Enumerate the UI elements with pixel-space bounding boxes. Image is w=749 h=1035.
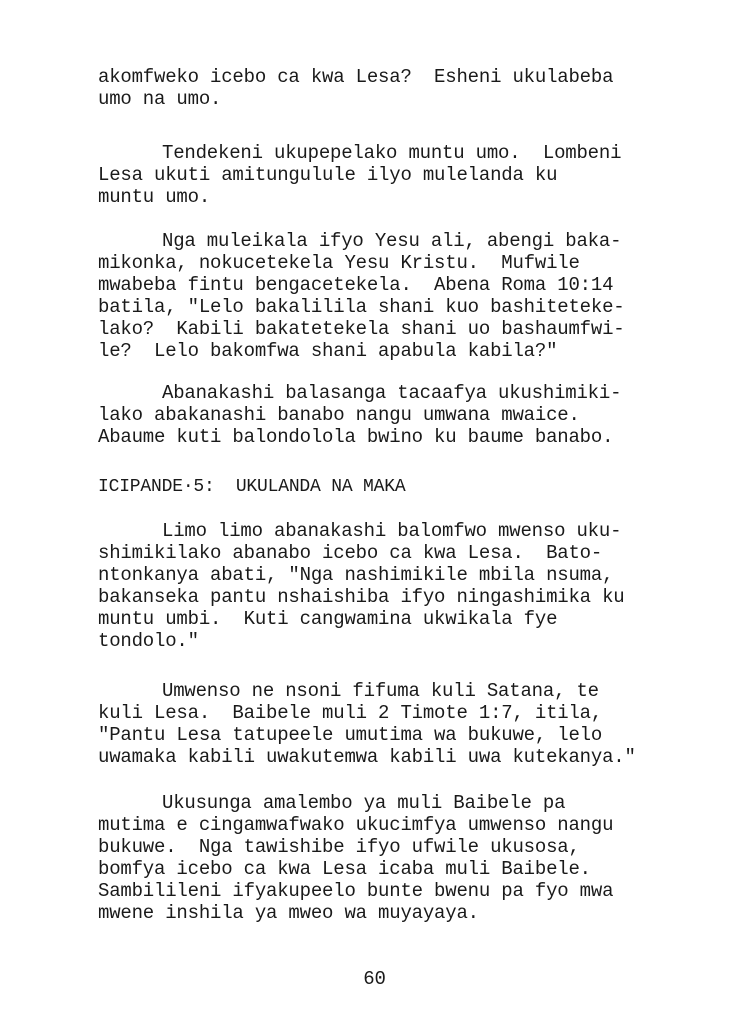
text-line: le? Lelo bakomfwa shani apabula kabila?" [98, 340, 558, 362]
paragraph-4 [98, 382, 718, 448]
text-line: bakanseka pantu nshaishiba ifyo ningashimika ku [98, 586, 625, 608]
text-line: uwamaka kabili uwakutemwa kabili uwa kutekanya." [98, 746, 636, 768]
section-heading: ICIPANDE·5: UKULANDA NA MAKA [98, 477, 406, 497]
paragraph-3 [98, 230, 718, 362]
paragraph-7 [98, 792, 718, 924]
text-line: ntonkanya abati, "Nga nashimikile mbila nsuma, [98, 564, 614, 586]
text-line: akomfweko icebo ca kwa Lesa? Esheni ukulabeba [98, 66, 614, 88]
text-line: muntu umbi. Kuti cangwamina ukwikala fye [98, 608, 558, 630]
text-line: bomfya icebo ca kwa Lesa icaba muli Baibele. [98, 858, 591, 880]
paragraph-1 [98, 66, 718, 110]
text-line: mutima e cingamwafwako ukucimfya umwenso nangu [98, 814, 614, 836]
text-line: muntu umo. [98, 186, 211, 208]
text-line: shimikilako abanabo icebo ca kwa Lesa. Bato- [98, 542, 603, 564]
paragraph-6 [98, 680, 718, 768]
text-line: bukuwe. Nga tawishibe ifyo ufwile ukusosa, [98, 836, 580, 858]
text-line: Limo limo abanakashi balomfwo mwenso uku- [162, 520, 622, 542]
text-line: mwabeba fintu bengacetekela. Abena Roma 10:14 [98, 274, 614, 296]
text-line: Umwenso ne nsoni fifuma kuli Satana, te [162, 680, 599, 702]
text-line: Tendekeni ukupepelako muntu umo. Lombeni [162, 142, 622, 164]
paragraph-2 [98, 142, 718, 208]
text-line: Abanakashi balasanga tacaafya ukushimiki- [162, 382, 622, 404]
text-line: lako? Kabili bakatetekela shani uo bashaumfwi- [98, 318, 625, 340]
text-line: Ukusunga amalembo ya muli Baibele pa [162, 792, 566, 814]
text-line: Nga muleikala ifyo Yesu ali, abengi baka- [162, 230, 622, 252]
text-line: lako abakanashi banabo nangu umwana mwaice. [98, 404, 580, 426]
text-line: Abaume kuti balondolola bwino ku baume banabo. [98, 426, 614, 448]
text-line: Sambilileni ifyakupeelo bunte bwenu pa fyo mwa [98, 880, 614, 902]
text-line: umo na umo. [98, 88, 222, 110]
text-line: Lesa ukuti amitungulule ilyo mulelanda ku [98, 164, 558, 186]
text-line: batila, "Lelo bakalilila shani kuo bashiteteke- [98, 296, 625, 318]
text-line: mwene inshila ya mweo wa muyayaya. [98, 902, 479, 924]
text-line: mikonka, nokucetekela Yesu Kristu. Mufwile [98, 252, 580, 274]
text-line: "Pantu Lesa tatupeele umutima wa bukuwe, lelo [98, 724, 603, 746]
paragraph-5 [98, 520, 718, 652]
text-line: tondolo." [98, 630, 199, 652]
text-line: kuli Lesa. Baibele muli 2 Timote 1:7, itila, [98, 702, 603, 724]
page-number: 60 [363, 968, 386, 990]
